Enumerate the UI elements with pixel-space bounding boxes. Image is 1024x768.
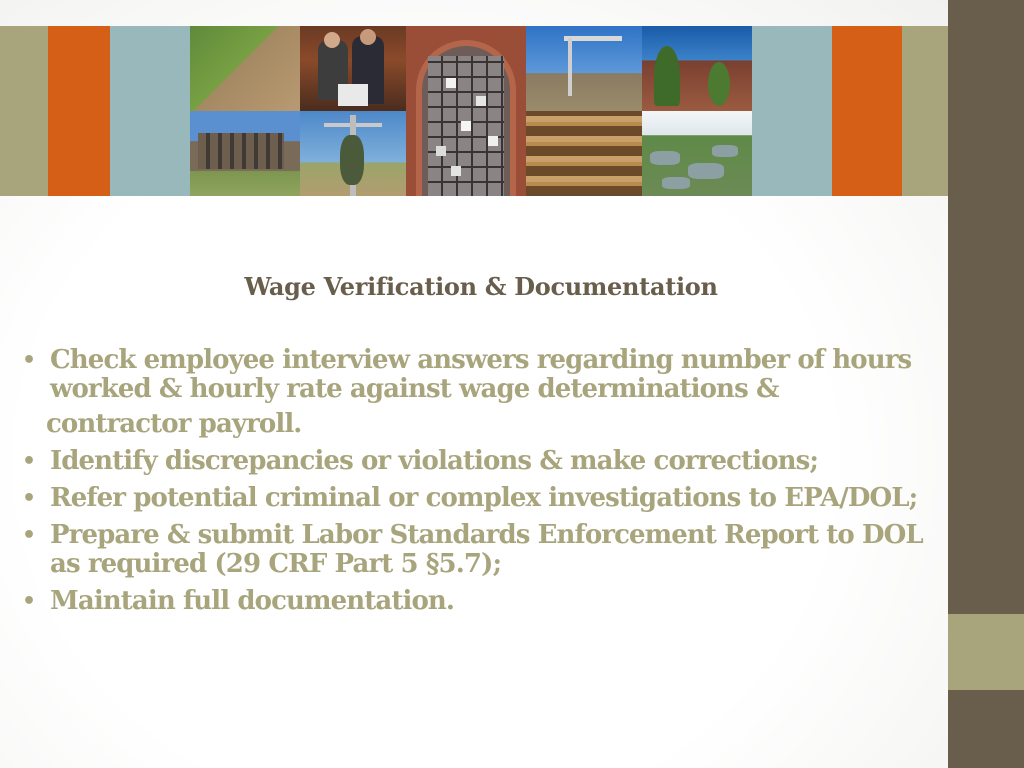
bullet-marker: • (22, 449, 36, 474)
bullet-marker: • (22, 348, 36, 373)
slide-title: Wage Verification & Documentation (244, 272, 718, 301)
list-item (22, 484, 947, 513)
bullet-text: contractor payroll. (46, 409, 302, 439)
bullet-marker: • (22, 486, 36, 511)
list-item (22, 587, 947, 616)
header-photo-collage (190, 26, 752, 196)
industrial-building-photo (190, 111, 300, 196)
bullet-text: Check employee interview answers regarding number of hours worked & hourly rate against wage determinations & (50, 345, 912, 404)
header-olive-stripe (0, 26, 48, 196)
list-item (22, 521, 947, 579)
header-olive-stripe (902, 26, 948, 196)
bullet-text: Identify discrepancies or violations & make corrections; (50, 446, 819, 476)
bullet-marker: • (22, 589, 36, 614)
list-item (22, 346, 947, 404)
bullet-list (22, 346, 947, 624)
header-orange-stripe (48, 26, 110, 196)
bullet-text: Prepare & submit Labor Standards Enforcement Report to DOL as required (29 CRF Part 5 §5.7); (50, 520, 923, 579)
trees-and-buildings-photo (642, 26, 752, 111)
right-sidebar-accent (948, 614, 1024, 690)
list-item (22, 447, 947, 476)
brick-arch-window-photo (406, 26, 526, 196)
list-item-continuation (22, 410, 947, 439)
officials-shaking-hands-photo (300, 26, 406, 111)
gas-station-canopy-photo (526, 26, 642, 111)
header-orange-stripe (832, 26, 902, 196)
stacked-sandbags-photo (526, 111, 642, 196)
bullet-text: Maintain full documentation. (50, 586, 455, 616)
utility-pole-photo (300, 111, 406, 196)
header-blue-stripe (110, 26, 190, 196)
wetland-stones-photo (642, 111, 752, 196)
grass-and-soil-photo (190, 26, 300, 111)
bullet-marker: • (22, 523, 36, 548)
header-blue-stripe (752, 26, 832, 196)
bullet-text: Refer potential criminal or complex investigations to EPA/DOL; (50, 483, 918, 513)
